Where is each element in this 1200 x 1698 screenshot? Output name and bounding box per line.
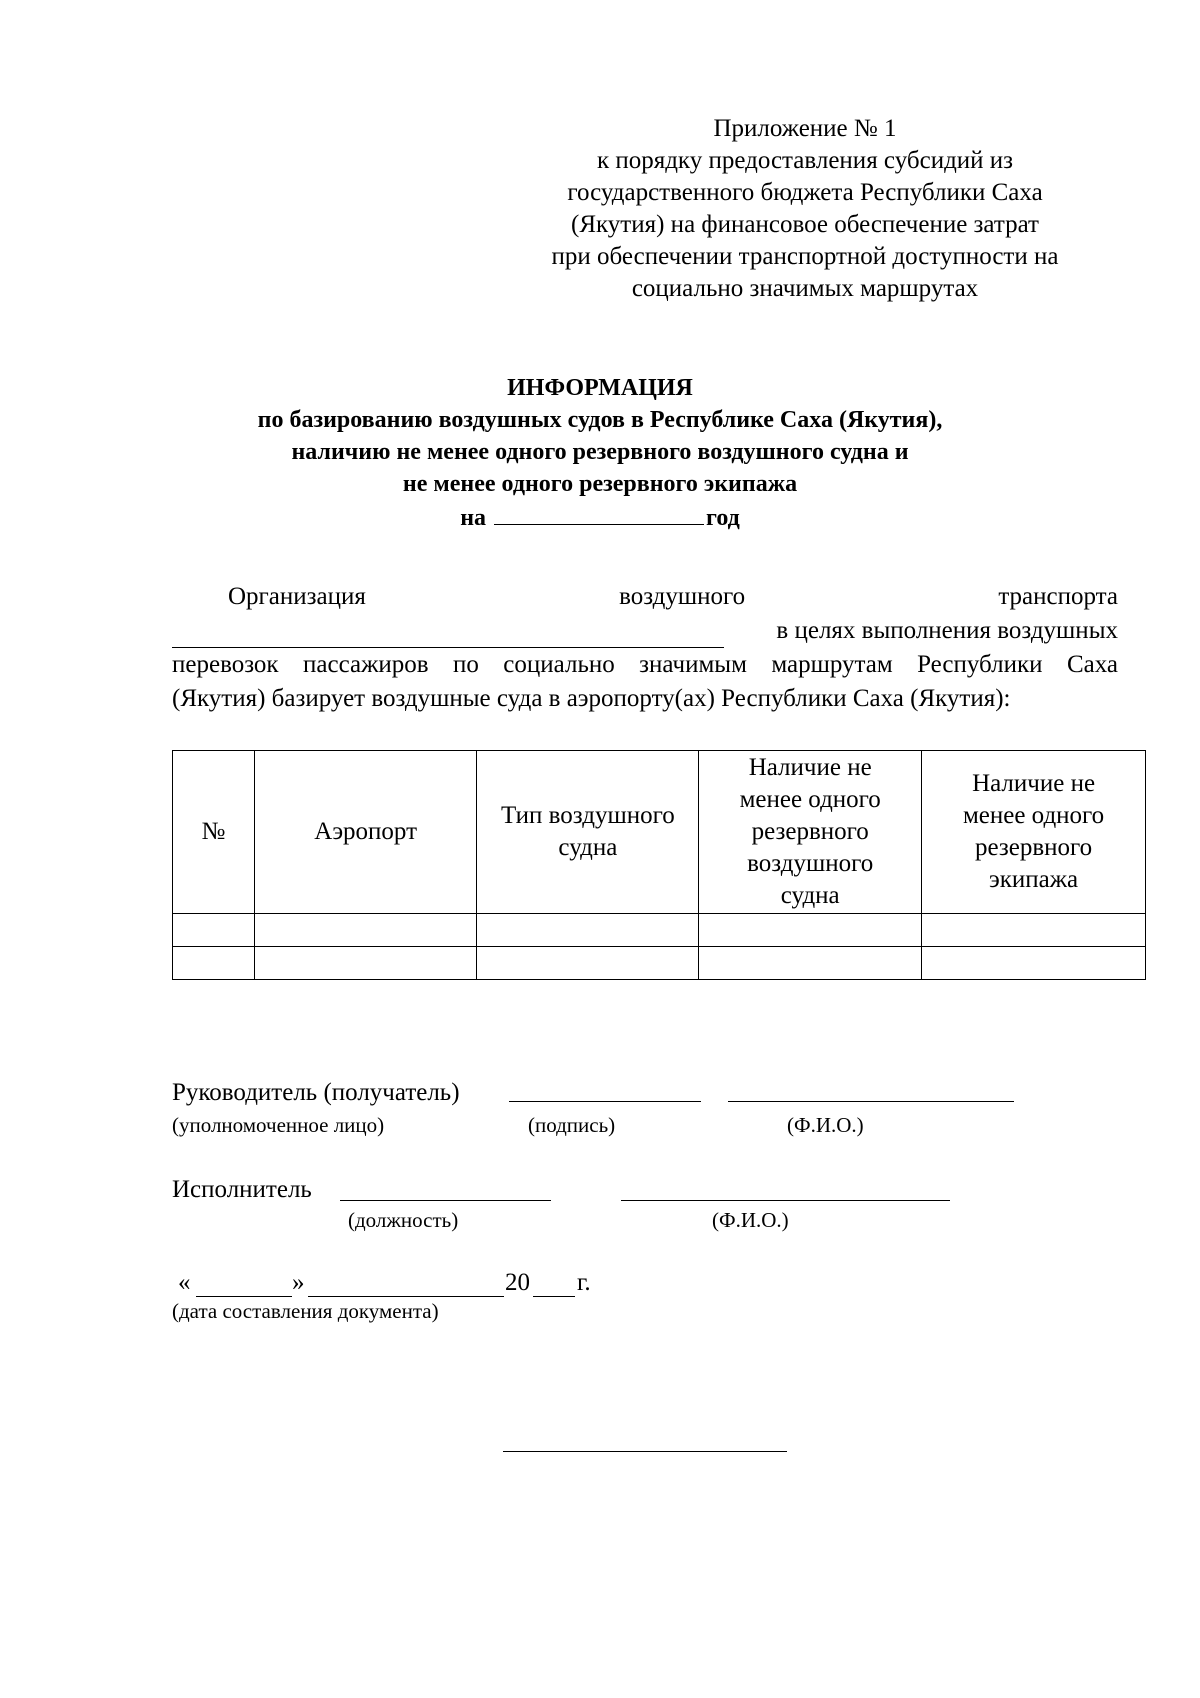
table-cell[interactable] (477, 947, 699, 980)
year-blank-field[interactable] (494, 500, 704, 525)
table-cell[interactable] (254, 947, 477, 980)
organization-blank-field[interactable] (172, 621, 724, 648)
intro-line-4: (Якутия) базирует воздушные суда в аэропорту(ах) Республики Саха (Якутия): (172, 685, 1011, 712)
table-header-row (173, 751, 1146, 914)
header-airport: Аэропорт (254, 751, 477, 914)
table-cell[interactable] (922, 947, 1146, 980)
table-cell[interactable] (254, 914, 477, 947)
signature-caption: (подпись) (528, 1113, 616, 1137)
table-cell[interactable] (173, 947, 255, 980)
executor-position-field[interactable] (340, 1200, 551, 1201)
appendix-line: государственного бюджета Республики Саха (567, 179, 1043, 206)
bottom-separator-line (503, 1451, 787, 1452)
date-open-quote: « (178, 1269, 191, 1296)
table-cell[interactable] (922, 914, 1146, 947)
document-heading (150, 372, 1050, 534)
appendix-line: Приложение № 1 (713, 115, 897, 142)
appendix-line: социально значимых маршрутах (631, 275, 979, 302)
appendix-line: при обеспечении транспортной доступности на (551, 243, 1059, 270)
document-title: ИНФОРМАЦИЯ (507, 375, 693, 401)
intro-line-2 (172, 614, 1118, 648)
date-year-field[interactable] (533, 1296, 575, 1297)
date-month-field[interactable] (308, 1296, 504, 1297)
heading-line-2: наличию не менее одного резервного воздушного судна и (291, 439, 909, 465)
head-fio-caption: (Ф.И.О.) (787, 1113, 864, 1137)
date-year-prefix: 20 (505, 1269, 530, 1296)
executor-fio-caption: (Ф.И.О.) (712, 1208, 789, 1232)
year-prefix: на (460, 505, 487, 531)
head-sub-caption: (уполномоченное лицо) (172, 1113, 385, 1137)
table-row (173, 914, 1146, 947)
year-suffix: год (706, 505, 740, 531)
appendix-block (520, 113, 1090, 305)
intro-line-1 (172, 580, 1118, 614)
heading-line-1: по базированию воздушных судов в Республике Саха (Якутия), (257, 407, 943, 433)
intro-line-3: перевозок пассажиров по социально значимым маршрутам Республики Саха (172, 651, 1118, 678)
date-year-suffix: г. (577, 1269, 591, 1296)
position-caption: (должность) (348, 1208, 459, 1232)
appendix-line: к порядку предоставления субсидий из (596, 147, 1014, 174)
header-reserve-aircraft: Наличие не менее одного резервного воздушного судна (699, 751, 922, 914)
executor-fio-field[interactable] (621, 1200, 950, 1201)
head-signature-field[interactable] (509, 1101, 701, 1102)
header-number: № (173, 751, 255, 914)
date-close-quote: » (292, 1269, 305, 1296)
appendix-line: (Якутия) на финансовое обеспечение затрат (571, 211, 1039, 238)
head-label: Руководитель (получатель) (172, 1079, 460, 1106)
table-cell[interactable] (477, 914, 699, 947)
table-cell[interactable] (699, 914, 922, 947)
intro-after-blank: в целях выполнения воздушных (776, 617, 1118, 644)
table-row (173, 947, 1146, 980)
table-cell[interactable] (699, 947, 922, 980)
executor-label: Исполнитель (172, 1176, 312, 1203)
intro-word-1: Организация (228, 583, 366, 610)
aircraft-basing-table (172, 750, 1146, 980)
date-caption: (дата составления документа) (172, 1299, 439, 1323)
table-cell[interactable] (173, 914, 255, 947)
heading-year-line (150, 500, 1050, 534)
header-aircraft-type: Тип воздушного судна (477, 751, 699, 914)
intro-word-2: воздушного (619, 583, 746, 610)
head-fio-field[interactable] (728, 1101, 1014, 1102)
intro-paragraph (172, 580, 1118, 716)
intro-word-3: транспорта (998, 583, 1118, 610)
header-reserve-crew: Наличие не менее одного резервного экипажа (922, 751, 1146, 914)
heading-line-3: не менее одного резервного экипажа (402, 471, 798, 497)
date-day-field[interactable] (196, 1296, 292, 1297)
